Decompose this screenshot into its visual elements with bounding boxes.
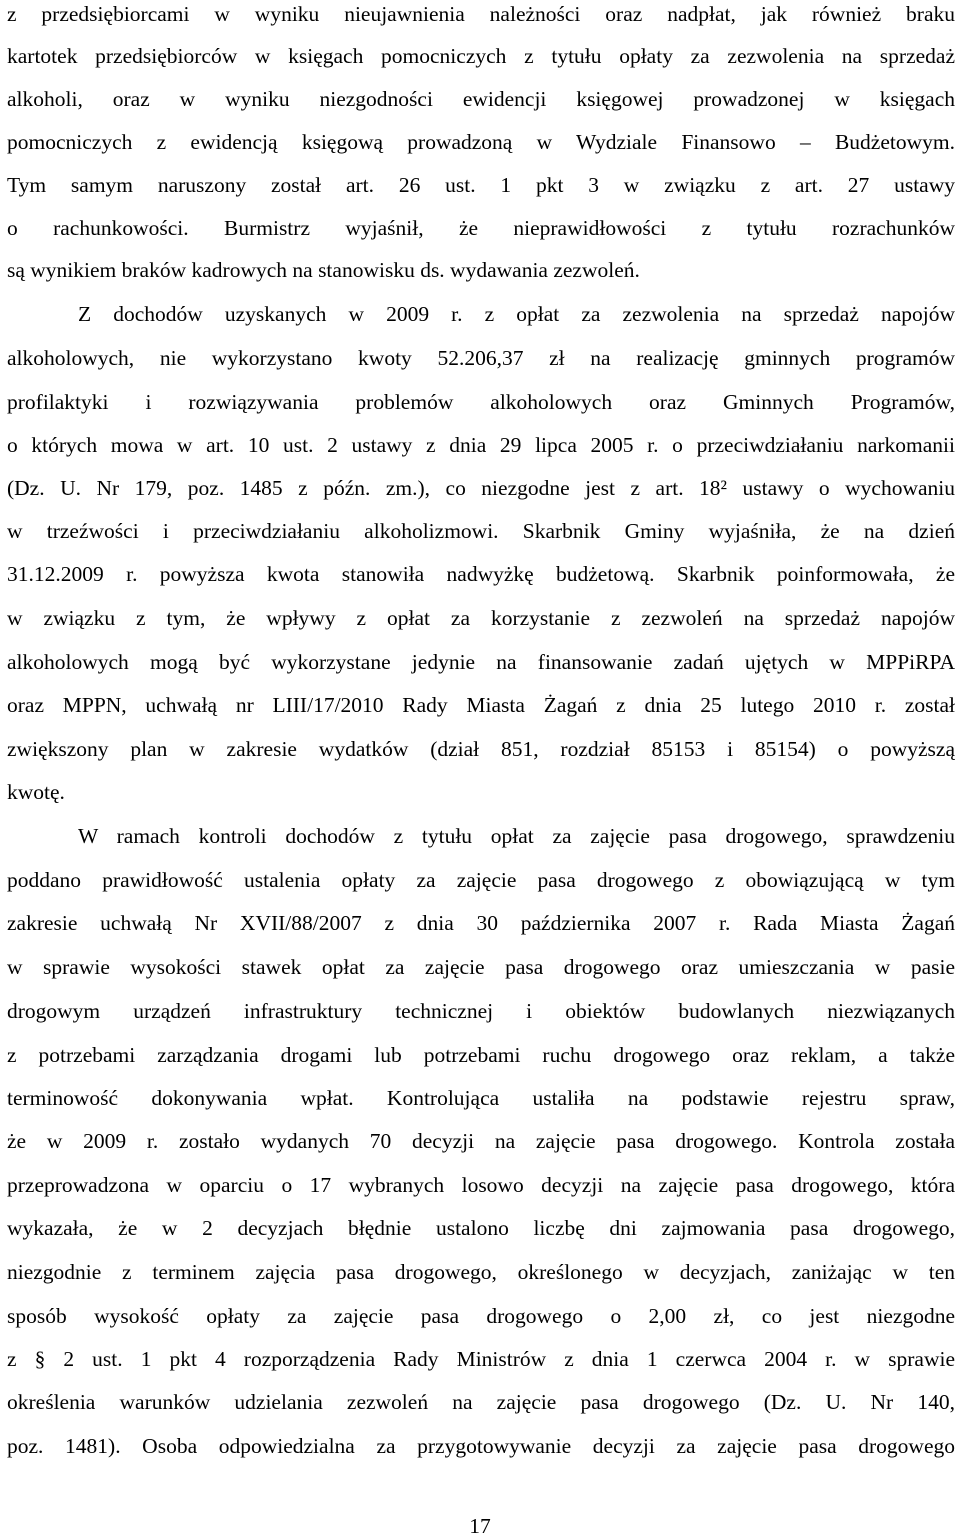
page-number: 17 bbox=[469, 1514, 491, 1538]
text-line: w trzeźwości i przeciwdziałaniu alkoholizmowi. Skarbnik Gminy wyjaśniła, że na dzień bbox=[7, 519, 955, 543]
text-line: zakresie uchwałą Nr XVII/88/2007 z dnia 30 października 2007 r. Rada Miasta Żagań bbox=[7, 911, 955, 935]
text-line: są wynikiem braków kadrowych na stanowisku ds. wydawania zezwoleń. bbox=[7, 258, 640, 282]
text-line: poz. 1481). Osoba odpowiedzialna za przygotowywanie decyzji za zajęcie pasa drogowego bbox=[7, 1434, 955, 1458]
text-line: niezgodnie z terminem zajęcia pasa drogowego, określonego w decyzjach, zaniżając w ten bbox=[7, 1260, 955, 1284]
text-line: zwiększony plan w zakresie wydatków (dział 851, rozdział 85153 i 85154) o powyższą bbox=[7, 737, 955, 761]
text-line: alkoholowych, nie wykorzystano kwoty 52.206,37 zł na realizację gminnych programów bbox=[7, 346, 955, 370]
text-line: oraz MPPN, uchwałą nr LIII/17/2010 Rady Miasta Żagań z dnia 25 lutego 2010 r. został bbox=[7, 693, 955, 717]
text-line: profilaktyki i rozwiązywania problemów alkoholowych oraz Gminnych Programów, bbox=[7, 390, 955, 414]
text-line: alkoholi, oraz w wyniku niezgodności ewidencji księgowej prowadzonej w księgach bbox=[7, 87, 955, 111]
text-line: W ramach kontroli dochodów z tytułu opłat za zajęcie pasa drogowego, sprawdzeniu bbox=[78, 824, 955, 848]
text-line: Z dochodów uzyskanych w 2009 r. z opłat za zezwolenia na sprzedaż napojów bbox=[78, 302, 955, 326]
text-line: pomocniczych z ewidencją księgową prowadzoną w Wydziale Finansowo – Budżetowym. bbox=[7, 130, 955, 154]
text-line: kartotek przedsiębiorców w księgach pomocniczych z tytułu opłaty za zezwolenia na sprzedaż bbox=[7, 44, 955, 68]
text-line: z potrzebami zarządzania drogami lub potrzebami ruchu drogowego oraz reklam, a także bbox=[7, 1043, 955, 1067]
text-line: o rachunkowości. Burmistrz wyjaśnił, że nieprawidłowości z tytułu rozrachunków bbox=[7, 216, 955, 240]
text-line: alkoholowych mogą być wykorzystane jedynie na finansowanie zadań ujętych w MPPiRPA bbox=[7, 650, 955, 674]
text-line: poddano prawidłowość ustalenia opłaty za zajęcie pasa drogowego z obowiązującą w tym bbox=[7, 868, 955, 892]
text-line: sposób wysokość opłaty za zajęcie pasa drogowego o 2,00 zł, co jest niezgodne bbox=[7, 1304, 955, 1328]
text-line: wykazała, że w 2 decyzjach błędnie ustalono liczbę dni zajmowania pasa drogowego, bbox=[7, 1216, 955, 1240]
text-line: (Dz. U. Nr 179, poz. 1485 z późn. zm.), co niezgodne jest z art. 18² ustawy o wychowaniu bbox=[7, 476, 955, 500]
text-line: Tym samym naruszony został art. 26 ust. 1 pkt 3 w związku z art. 27 ustawy bbox=[7, 173, 955, 197]
text-line: 31.12.2009 r. powyższa kwota stanowiła nadwyżkę budżetową. Skarbnik poinformowała, że bbox=[7, 562, 955, 586]
text-line: przeprowadzona w oparciu o 17 wybranych losowo decyzji na zajęcie pasa drogowego, która bbox=[7, 1173, 955, 1197]
text-line: z § 2 ust. 1 pkt 4 rozporządzenia Rady Ministrów z dnia 1 czerwca 2004 r. w sprawie bbox=[7, 1347, 955, 1371]
text-line: w sprawie wysokości stawek opłat za zajęcie pasa drogowego oraz umieszczania w pasie bbox=[7, 955, 955, 979]
text-line: drogowym urządzeń infrastruktury technicznej i obiektów budowlanych niezwiązanych bbox=[7, 999, 955, 1023]
text-line: z przedsiębiorcami w wyniku nieujawnienia należności oraz nadpłat, jak również braku bbox=[7, 2, 955, 26]
text-line: o których mowa w art. 10 ust. 2 ustawy z dnia 29 lipca 2005 r. o przeciwdziałaniu narkomanii bbox=[7, 433, 955, 457]
text-line: terminowość dokonywania wpłat. Kontrolująca ustaliła na podstawie rejestru spraw, bbox=[7, 1086, 955, 1110]
text-line: w związku z tym, że wpływy z opłat za korzystanie z zezwoleń na sprzedaż napojów bbox=[7, 606, 955, 630]
text-line: kwotę. bbox=[7, 780, 65, 804]
text-line: określenia warunków udzielania zezwoleń na zajęcie pasa drogowego (Dz. U. Nr 140, bbox=[7, 1390, 955, 1414]
text-line: że w 2009 r. zostało wydanych 70 decyzji na zajęcie pasa drogowego. Kontrola została bbox=[7, 1129, 955, 1153]
